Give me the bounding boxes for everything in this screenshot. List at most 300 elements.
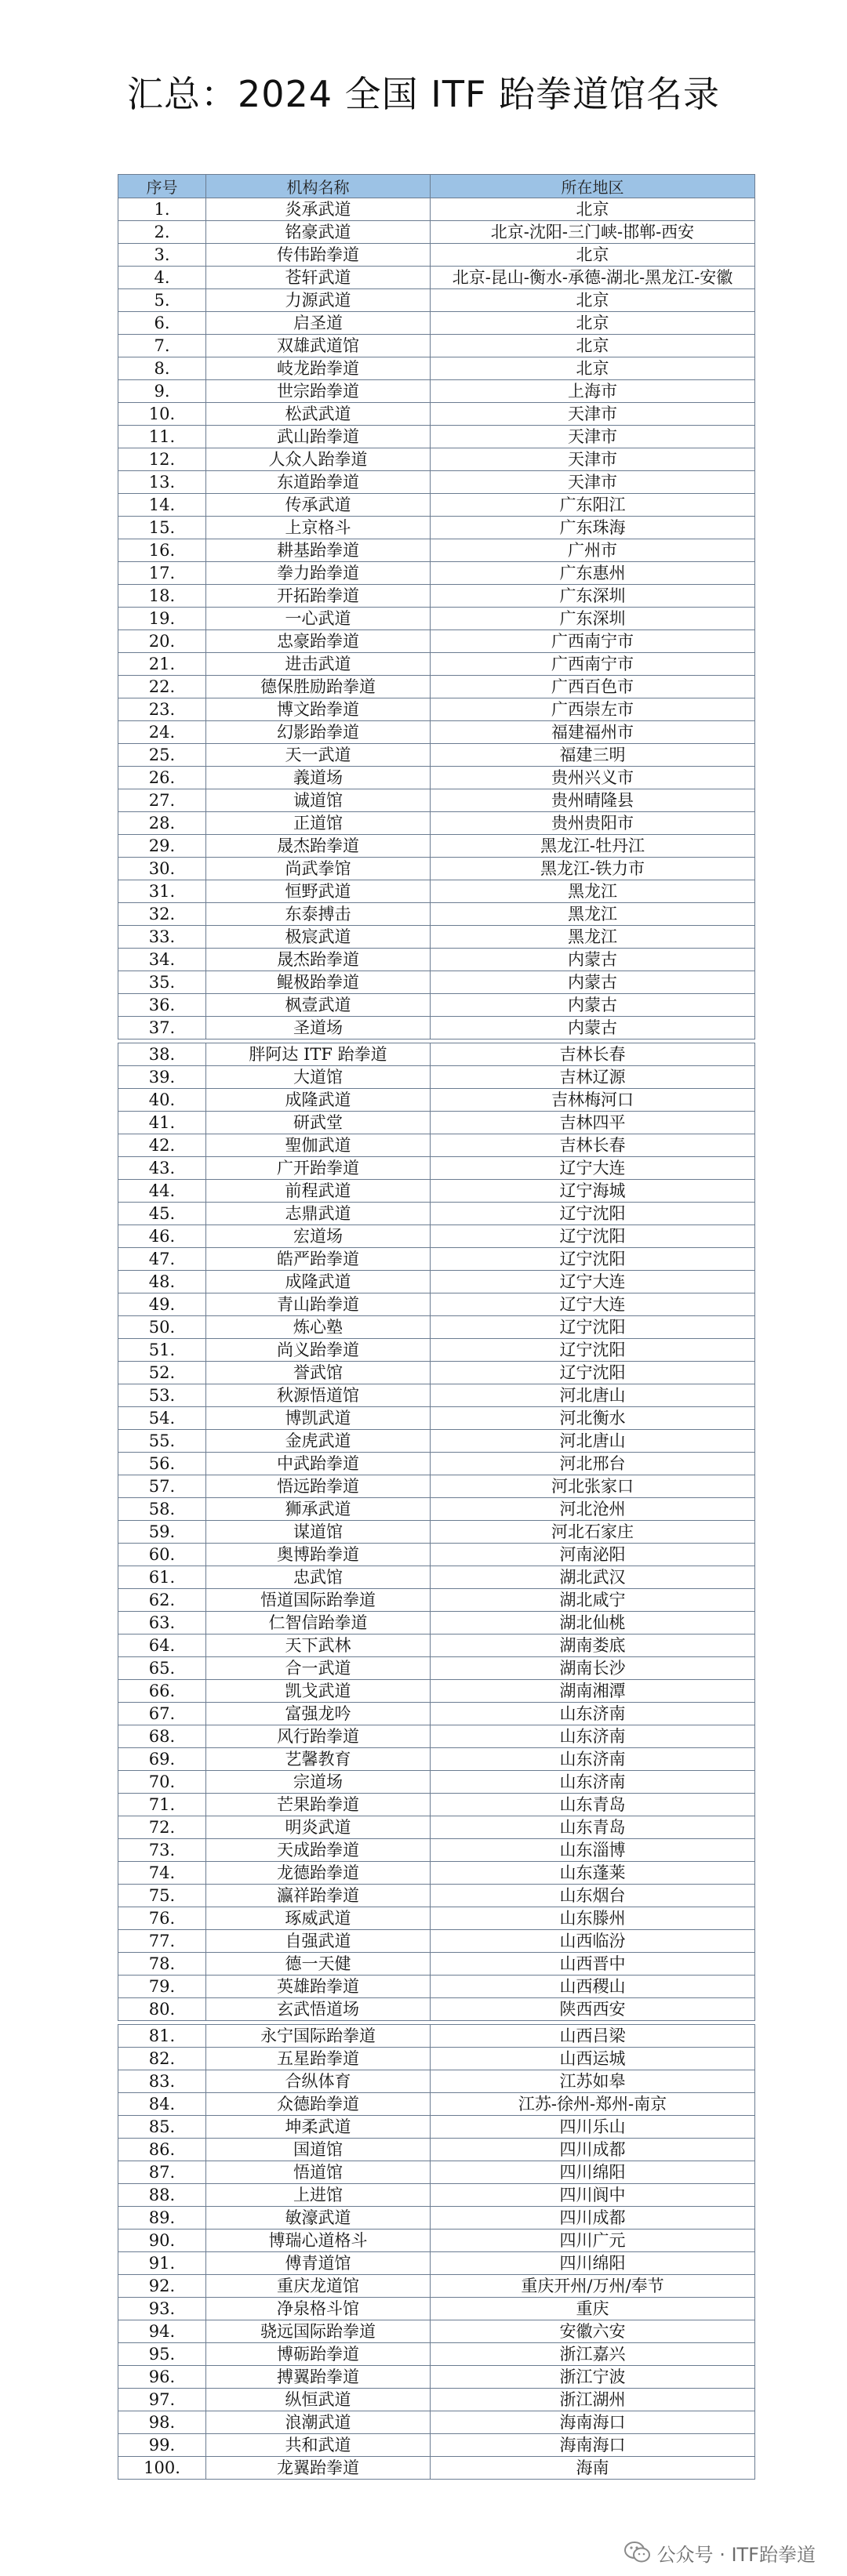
region: 海南海口 [431,2434,755,2457]
org-name: 龙德跆拳道 [206,1862,431,1885]
org-name: 合纵体育 [206,2070,431,2093]
table-row [118,1657,755,1680]
row-number: 14. [118,494,206,517]
org-name: 敏濠武道 [206,2207,431,2230]
row-number: 51. [118,1339,206,1362]
region: 广西崇左市 [431,698,755,721]
org-name: 忠武馆 [206,1566,431,1589]
region: 天津市 [431,448,755,471]
table-row [118,2070,755,2093]
org-name: 正道馆 [206,812,431,835]
org-name: 东道跆拳道 [206,471,431,494]
org-name: 浪潮武道 [206,2411,431,2434]
region: 河南泌阳 [431,1544,755,1566]
org-name: 晟杰跆拳道 [206,835,431,858]
org-name: 德保胜励跆拳道 [206,676,431,698]
table-row [118,926,755,949]
row-number: 28. [118,812,206,835]
row-number: 42. [118,1134,206,1157]
region: 河北沧州 [431,1498,755,1521]
region: 辽宁沈阳 [431,1362,755,1384]
org-name: 德一天健 [206,1953,431,1976]
org-name: 晟杰跆拳道 [206,949,431,971]
directory-table [118,174,754,2480]
table-row [118,2161,755,2184]
region: 内蒙古 [431,971,755,994]
table-row [118,1862,755,1885]
region: 重庆 [431,2298,755,2320]
row-number: 89. [118,2207,206,2230]
row-number: 93. [118,2298,206,2320]
table-row [118,744,755,767]
table-row [118,2184,755,2207]
org-name: 大道馆 [206,1066,431,1089]
row-number: 37. [118,1017,206,1039]
region: 四川广元 [431,2230,755,2252]
region: 湖北仙桃 [431,1612,755,1634]
table-row [118,2457,755,2480]
table-row [118,2230,755,2252]
org-name: 悟道馆 [206,2161,431,2184]
table-row [118,1475,755,1498]
region: 福建福州市 [431,721,755,744]
table-row [118,1271,755,1293]
region: 内蒙古 [431,994,755,1017]
table-row [118,971,755,994]
row-number: 65. [118,1657,206,1680]
table-row [118,835,755,858]
org-name: 誉武馆 [206,1362,431,1384]
table-row [118,789,755,812]
org-name: 忠豪跆拳道 [206,630,431,653]
row-number: 3. [118,244,206,267]
org-name: 众德跆拳道 [206,2093,431,2116]
table-row [118,2434,755,2457]
region: 河北邢台 [431,1453,755,1475]
region: 山西晋中 [431,1953,755,1976]
region: 北京-昆山-衡水-承德-湖北-黑龙江-安徽 [431,267,755,289]
row-number: 95. [118,2343,206,2366]
org-name: 一心武道 [206,608,431,630]
region: 广州市 [431,539,755,562]
org-name: 琢威武道 [206,1907,431,1930]
table-row [118,2025,755,2048]
row-number: 96. [118,2366,206,2389]
org-name: 奥博跆拳道 [206,1544,431,1566]
table-row [118,1407,755,1430]
org-name: 自强武道 [206,1930,431,1953]
table-row [118,267,755,289]
table-row [118,517,755,539]
region: 辽宁大连 [431,1293,755,1316]
org-name: 永宁国际跆拳道 [206,2025,431,2048]
org-name: 纵恒武道 [206,2389,431,2411]
org-name: 青山跆拳道 [206,1293,431,1316]
region: 黑龙江-牡丹江 [431,835,755,858]
row-number: 4. [118,267,206,289]
region: 四川阆中 [431,2184,755,2207]
table-row [118,244,755,267]
row-number: 68. [118,1725,206,1748]
region: 辽宁大连 [431,1271,755,1293]
region: 北京 [431,244,755,267]
table-row [118,1976,755,1998]
row-number: 61. [118,1566,206,1589]
table-row [118,1225,755,1248]
row-number: 13. [118,471,206,494]
row-number: 6. [118,312,206,335]
org-name: 宗道场 [206,1771,431,1794]
row-number: 63. [118,1612,206,1634]
org-name: 金虎武道 [206,1430,431,1453]
table-row [118,630,755,653]
row-number: 98. [118,2411,206,2434]
table-row [118,1521,755,1544]
table-row [118,1043,755,1066]
row-number: 29. [118,835,206,858]
region: 山东青岛 [431,1816,755,1839]
row-number: 45. [118,1203,206,1225]
row-number: 24. [118,721,206,744]
row-number: 60. [118,1544,206,1566]
region: 山西临汾 [431,1930,755,1953]
row-number: 9. [118,380,206,403]
region: 广东珠海 [431,517,755,539]
table-row [118,1430,755,1453]
table-row [118,585,755,608]
region: 北京 [431,312,755,335]
region: 河北石家庄 [431,1521,755,1544]
org-name: 谋道馆 [206,1521,431,1544]
table-row [118,1566,755,1589]
region: 贵州贵阳市 [431,812,755,835]
region: 广东深圳 [431,585,755,608]
region: 贵州晴隆县 [431,789,755,812]
row-number: 54. [118,1407,206,1430]
region: 湖南湘潭 [431,1680,755,1703]
org-name: 坤柔武道 [206,2116,431,2139]
region: 山东烟台 [431,1885,755,1907]
footer-watermark [624,2538,816,2567]
row-number: 88. [118,2184,206,2207]
region: 山东滕州 [431,1907,755,1930]
region: 广东惠州 [431,562,755,585]
region: 天津市 [431,426,755,448]
table-row [118,1089,755,1112]
region: 四川成都 [431,2207,755,2230]
row-number: 15. [118,517,206,539]
org-name: 志鼎武道 [206,1203,431,1225]
row-number: 80. [118,1998,206,2021]
region: 浙江嘉兴 [431,2343,755,2366]
region: 辽宁大连 [431,1157,755,1180]
org-name: 尚武拳馆 [206,858,431,880]
org-name: 成隆武道 [206,1271,431,1293]
table-row [118,1316,755,1339]
table-row [118,994,755,1017]
table-row [118,312,755,335]
org-name: 双雄武道馆 [206,335,431,357]
table-row [118,2275,755,2298]
region: 山东济南 [431,1771,755,1794]
region: 吉林四平 [431,1112,755,1134]
org-name: 东泰搏击 [206,903,431,926]
row-number: 20. [118,630,206,653]
table-row [118,767,755,789]
org-name: 狮承武道 [206,1498,431,1521]
row-number: 25. [118,744,206,767]
region: 四川绵阳 [431,2161,755,2184]
row-number: 97. [118,2389,206,2411]
row-number: 35. [118,971,206,994]
wechat-icon [624,2541,651,2564]
table-row [118,2048,755,2070]
region: 河北张家口 [431,1475,755,1498]
row-number: 32. [118,903,206,926]
region: 山西吕梁 [431,2025,755,2048]
org-name: 博文跆拳道 [206,698,431,721]
org-name: 聖伽武道 [206,1134,431,1157]
table-row [118,1703,755,1725]
region: 安徽六安 [431,2320,755,2343]
org-name: 成隆武道 [206,1089,431,1112]
region: 黑龙江 [431,903,755,926]
table-row [118,721,755,744]
row-number: 82. [118,2048,206,2070]
row-number: 83. [118,2070,206,2093]
page-title: 汇总：2024 全国 ITF 跆拳道馆名录 [126,73,721,115]
row-number: 31. [118,880,206,903]
table-row [118,357,755,380]
region: 四川乐山 [431,2116,755,2139]
row-number: 48. [118,1271,206,1293]
row-number: 70. [118,1771,206,1794]
org-name: 上京格斗 [206,517,431,539]
table-row [118,2366,755,2389]
org-name: 武山跆拳道 [206,426,431,448]
region: 天津市 [431,403,755,426]
table-block [118,1043,755,2021]
table-block [118,174,755,1039]
row-number: 85. [118,2116,206,2139]
table-row [118,949,755,971]
row-number: 74. [118,1862,206,1885]
org-name: 人众人跆拳道 [206,448,431,471]
column-header: 机构名称 [206,175,431,198]
table-row [118,653,755,676]
row-number: 90. [118,2230,206,2252]
region: 内蒙古 [431,949,755,971]
org-name: 松武武道 [206,403,431,426]
org-name: 枫壹武道 [206,994,431,1017]
table-row [118,562,755,585]
region: 辽宁沈阳 [431,1225,755,1248]
table-row [118,2320,755,2343]
row-number: 62. [118,1589,206,1612]
table-row [118,2411,755,2434]
row-number: 76. [118,1907,206,1930]
row-number: 33. [118,926,206,949]
table-row [118,1885,755,1907]
region: 贵州兴义市 [431,767,755,789]
org-name: 共和武道 [206,2434,431,2457]
region: 山东青岛 [431,1794,755,1816]
table-row [118,448,755,471]
row-number: 16. [118,539,206,562]
row-number: 44. [118,1180,206,1203]
row-number: 91. [118,2252,206,2275]
table-row [118,539,755,562]
org-name: 博砺跆拳道 [206,2343,431,2366]
table-row [118,1112,755,1134]
region: 广西百色市 [431,676,755,698]
region: 黑龙江-铁力市 [431,858,755,880]
row-number: 39. [118,1066,206,1089]
table-row [118,858,755,880]
region: 广西南宁市 [431,630,755,653]
table-row [118,1771,755,1794]
region: 北京 [431,289,755,312]
table-row [118,1384,755,1407]
row-number: 47. [118,1248,206,1271]
table-row [118,1589,755,1612]
table-row [118,1203,755,1225]
org-name: 凯戈武道 [206,1680,431,1703]
region: 福建三明 [431,744,755,767]
table-row [118,1998,755,2021]
row-number: 81. [118,2025,206,2048]
org-name: 耕基跆拳道 [206,539,431,562]
region: 北京-沈阳-三门峡-邯郸-西安 [431,221,755,244]
region: 吉林辽源 [431,1066,755,1089]
region: 北京 [431,198,755,221]
row-number: 75. [118,1885,206,1907]
org-name: 世宗跆拳道 [206,380,431,403]
row-number: 2. [118,221,206,244]
table-row [118,1748,755,1771]
org-name: 搏翼跆拳道 [206,2366,431,2389]
region: 吉林长春 [431,1134,755,1157]
table-row [118,2298,755,2320]
row-number: 26. [118,767,206,789]
region: 山东济南 [431,1703,755,1725]
row-number: 10. [118,403,206,426]
row-number: 38. [118,1043,206,1066]
region: 北京 [431,335,755,357]
region: 河北唐山 [431,1384,755,1407]
org-name: 悟道国际跆拳道 [206,1589,431,1612]
table-row [118,1953,755,1976]
row-number: 67. [118,1703,206,1725]
table-row [118,198,755,221]
row-number: 49. [118,1293,206,1316]
column-header: 所在地区 [431,175,755,198]
row-number: 71. [118,1794,206,1816]
table-row [118,2343,755,2366]
org-name: 合一武道 [206,1657,431,1680]
region: 山西稷山 [431,1976,755,1998]
row-number: 34. [118,949,206,971]
org-name: 炎承武道 [206,198,431,221]
table-row [118,1907,755,1930]
table-row [118,403,755,426]
table-row [118,1180,755,1203]
org-name: 传承武道 [206,494,431,517]
org-name: 悟远跆拳道 [206,1475,431,1498]
table-header-row [118,175,755,198]
org-name: 广开跆拳道 [206,1157,431,1180]
region: 吉林长春 [431,1043,755,1066]
row-number: 11. [118,426,206,448]
table-row [118,2207,755,2230]
row-number: 21. [118,653,206,676]
org-name: 中武跆拳道 [206,1453,431,1475]
row-number: 58. [118,1498,206,1521]
org-name: 恒野武道 [206,880,431,903]
region: 浙江湖州 [431,2389,755,2411]
table-row [118,2139,755,2161]
region: 海南 [431,2457,755,2480]
table-row [118,698,755,721]
region: 北京 [431,357,755,380]
row-number: 55. [118,1430,206,1453]
org-name: 研武堂 [206,1112,431,1134]
row-number: 72. [118,1816,206,1839]
region: 浙江宁波 [431,2366,755,2389]
table-row [118,880,755,903]
table-row [118,1634,755,1657]
row-number: 100. [118,2457,206,2480]
region: 辽宁海城 [431,1180,755,1203]
row-number: 36. [118,994,206,1017]
row-number: 56. [118,1453,206,1475]
table-row [118,1066,755,1089]
org-name: 国道馆 [206,2139,431,2161]
table-row [118,2093,755,2116]
table-row [118,1248,755,1271]
region: 湖南娄底 [431,1634,755,1657]
region: 河北衡水 [431,1407,755,1430]
row-number: 87. [118,2161,206,2184]
table-row [118,1293,755,1316]
table-row [118,608,755,630]
region: 陕西西安 [431,1998,755,2021]
org-name: 启圣道 [206,312,431,335]
region: 山东济南 [431,1748,755,1771]
org-name: 五星跆拳道 [206,2048,431,2070]
table-row [118,2116,755,2139]
row-number: 12. [118,448,206,471]
row-number: 22. [118,676,206,698]
org-name: 进击武道 [206,653,431,676]
table-row [118,1498,755,1521]
table-block [118,2024,755,2480]
org-name: 皓严跆拳道 [206,1248,431,1271]
table-row [118,1017,755,1039]
row-number: 59. [118,1521,206,1544]
table-row [118,1680,755,1703]
org-name: 岐龙跆拳道 [206,357,431,380]
org-name: 极宸武道 [206,926,431,949]
region: 湖北咸宁 [431,1589,755,1612]
org-name: 玄武悟道场 [206,1998,431,2021]
table-row [118,471,755,494]
region: 广东阳江 [431,494,755,517]
region: 山西运城 [431,2048,755,2070]
org-name: 鲲极跆拳道 [206,971,431,994]
org-name: 传伟跆拳道 [206,244,431,267]
region: 辽宁沈阳 [431,1339,755,1362]
